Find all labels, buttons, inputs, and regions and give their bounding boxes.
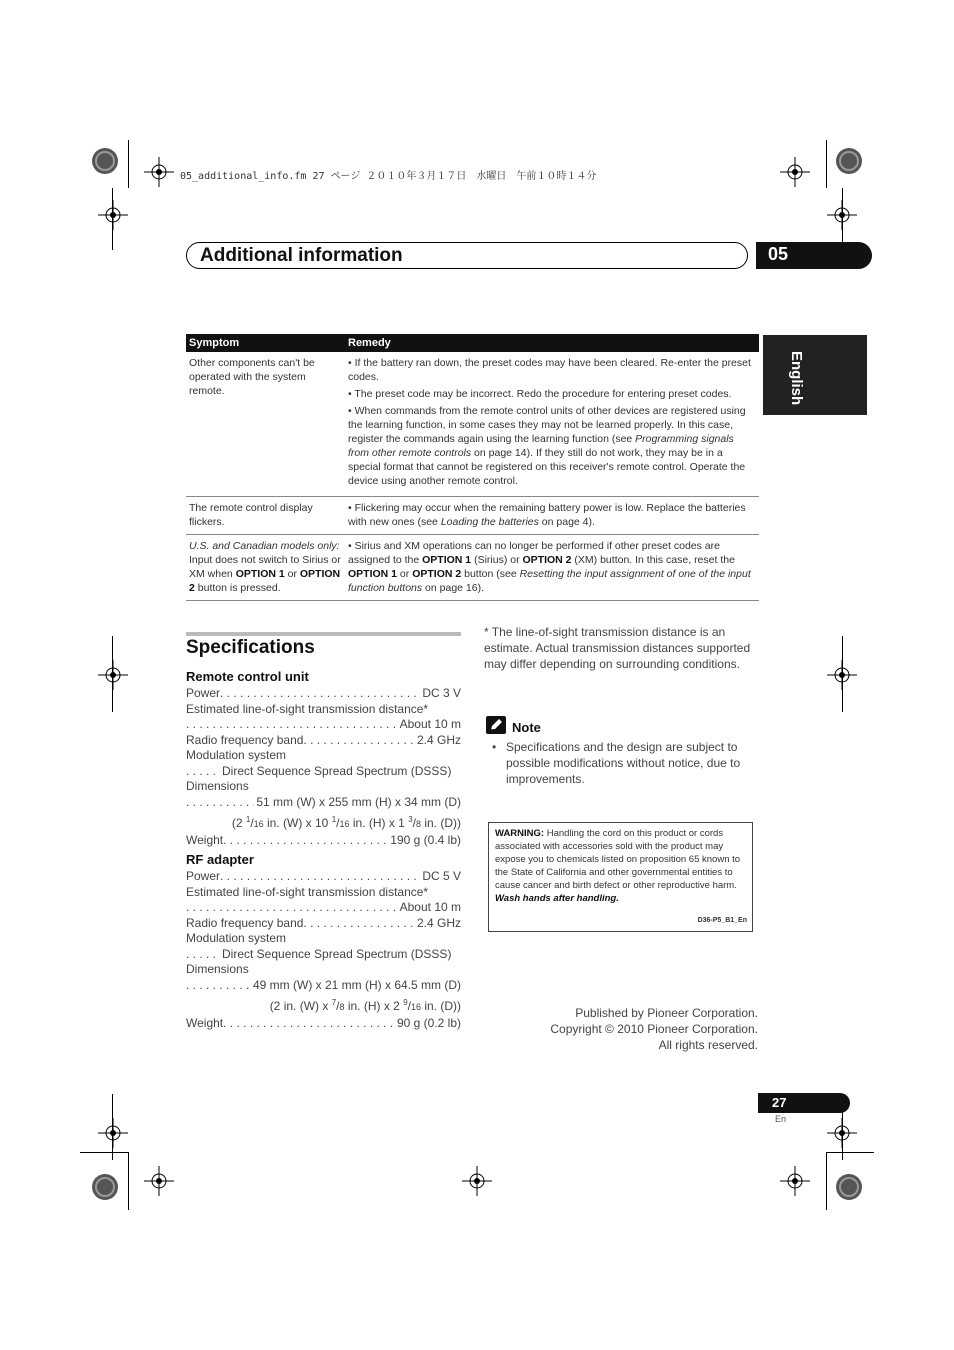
spec-row-dim-inch: (2 $^1$/16 in. (W) x 10 $^1$/16 in. (H) x 1 $^3$/8 in. (D)) bbox=[231, 815, 461, 830]
note-body: • Specifications and the design are subject to possible modifications without notice, due to improvements. bbox=[492, 739, 758, 787]
subsection-title-adapter: RF adapter bbox=[186, 852, 254, 867]
spec-label-los: Estimated line-of-sight transmission distance* bbox=[186, 701, 429, 716]
symptom-cell: The remote control display flickers. bbox=[186, 497, 345, 535]
symptom-cell: Other components can't be operated with the system remote. bbox=[186, 352, 345, 497]
spec-row-los: . . . About 10 m bbox=[186, 900, 461, 916]
language-tab bbox=[763, 335, 867, 415]
remedy-cell: • Sirius and XM operations can no longer be performed if other preset codes are assigned to the OPTION 1 (Sirius) or OPTION 2 (XM) button. In this case, reset the OPTION 1 or OPTION 2 button (see Resetting the input assignment of one of the input function buttons on page 16). bbox=[345, 535, 759, 601]
column-header-symptom: Symptom bbox=[186, 334, 345, 352]
troubleshooting-table bbox=[186, 334, 759, 601]
footnote: * The line-of-sight transmission distance is an estimate. Actual transmission distances supported may differ depending on surrounding conditions. bbox=[484, 625, 751, 671]
crop-line bbox=[112, 636, 113, 712]
subsection-title-remote: Remote control unit bbox=[186, 669, 309, 684]
remedy-item: • If the battery ran down, the preset codes may have been cleared. Re-enter the preset codes. bbox=[348, 357, 751, 383]
crosshair-mark bbox=[462, 1166, 492, 1196]
table-row bbox=[186, 535, 759, 601]
spec-label-mod: Modulation system bbox=[186, 931, 287, 945]
chapter-number: 05 bbox=[756, 242, 872, 269]
language-label: English bbox=[788, 351, 805, 406]
spec-row-power: Power . . . DC 5 V bbox=[186, 869, 461, 885]
remedy-cell: • Flickering may occur when the remaining battery power is low. Replace the batteries with new ones (see Loading the batteries on page 4). bbox=[345, 497, 759, 535]
spec-list-remote bbox=[186, 686, 461, 848]
remedy-item: • When commands from the remote control units of other devices are registered using the learning function, in some cases they may not be learned properly. In this case, register the commands again using the learning function (see Programming signals from other remote controls on page 14). If they still do not work, they may be in a special format that cannot be registered on this receiver's remote control. Operate the device using another remote control. bbox=[348, 405, 746, 487]
spec-row-los: . . . About 10 m bbox=[186, 717, 461, 733]
spec-label-los: Estimated line-of-sight transmission distance* bbox=[186, 884, 429, 899]
spec-list-adapter bbox=[186, 869, 461, 1031]
publisher-info bbox=[500, 1005, 758, 1053]
spec-row-dim: . . . 51 mm (W) x 255 mm (H) x 34 mm (D) bbox=[186, 795, 461, 811]
rights-line: All rights reserved. bbox=[658, 1038, 758, 1052]
crop-line bbox=[128, 140, 129, 188]
column-header-remedy: Remedy bbox=[345, 334, 759, 352]
cross-reference: Loading the batteries bbox=[440, 516, 539, 528]
crop-line bbox=[112, 188, 113, 250]
spec-row-mod: . . . Direct Sequence Spread Spectrum (DSSS) bbox=[186, 764, 461, 780]
page-number: 27 bbox=[758, 1093, 850, 1113]
crosshair-mark bbox=[780, 157, 810, 187]
crop-line bbox=[826, 1152, 874, 1153]
crosshair-mark bbox=[780, 1166, 810, 1196]
spec-row-mod: . . . Direct Sequence Spread Spectrum (DSSS) bbox=[186, 947, 461, 963]
page-language: En bbox=[775, 1114, 787, 1124]
crop-line bbox=[842, 636, 843, 712]
warning-box bbox=[488, 822, 753, 932]
symptom-cell: U.S. and Canadian models only: Input does not switch to Sirius or XM when OPTION 1 or OPTION 2 button is pressed. bbox=[186, 535, 345, 601]
warning-label: WARNING: bbox=[495, 828, 545, 839]
crop-line bbox=[842, 188, 843, 250]
spec-label-dim: Dimensions bbox=[186, 779, 249, 793]
spec-row-dim-inch: (2 in. (W) x $^7$/8 in. (H) x 2 $^9$/16 in. (D)) bbox=[269, 998, 461, 1013]
crop-line bbox=[826, 1152, 827, 1210]
crop-line bbox=[112, 1094, 113, 1160]
warning-emphasis: Wash hands after handling. bbox=[495, 893, 619, 904]
table-row bbox=[186, 352, 759, 497]
warning-text: Handling the cord on this product or cords associated with accessories sold with the product may expose you to chemicals listed on proposition 65 known to the State of California and other governmental entities to cause cancer and birth defect or other reproductive harm. bbox=[495, 828, 741, 891]
crop-line bbox=[80, 1152, 128, 1153]
registration-mark-top-right bbox=[834, 146, 864, 176]
copyright-line: Copyright © 2010 Pioneer Corporation. bbox=[550, 1022, 758, 1036]
section-rule bbox=[186, 632, 461, 636]
spec-label-mod: Modulation system bbox=[186, 748, 287, 762]
cross-reference: Programming signals from other remote controls bbox=[348, 433, 734, 459]
spec-row-rf: Radio frequency band . . . 2.4 GHz bbox=[186, 733, 461, 749]
crosshair-mark bbox=[144, 1166, 174, 1196]
note-text: Specifications and the design are subject to possible modifications without notice, due to improvements. bbox=[506, 740, 741, 786]
table-row bbox=[186, 497, 759, 535]
spec-row-rf: Radio frequency band . . . 2.4 GHz bbox=[186, 916, 461, 932]
spec-row-weight: Weight . . . 90 g (0.2 lb) bbox=[186, 1016, 461, 1032]
note-title: Note bbox=[512, 720, 541, 735]
registration-mark-bottom-left bbox=[90, 1172, 120, 1202]
remedy-cell bbox=[345, 352, 759, 497]
crop-line bbox=[128, 1152, 129, 1210]
spec-row-dim: . . . 49 mm (W) x 21 mm (H) x 64.5 mm (D) bbox=[186, 978, 461, 994]
remedy-item: • The preset code may be incorrect. Redo the procedure for entering preset codes. bbox=[348, 388, 732, 400]
spec-row-weight: Weight . . . 190 g (0.4 lb) bbox=[186, 833, 461, 849]
note-pencil-icon bbox=[486, 716, 506, 734]
spec-label-dim: Dimensions bbox=[186, 962, 249, 976]
registration-mark-top-left bbox=[90, 146, 120, 176]
crosshair-mark bbox=[98, 200, 128, 230]
crosshair-mark bbox=[98, 660, 128, 690]
crosshair-mark bbox=[144, 157, 174, 187]
section-title-specifications: Specifications bbox=[186, 637, 315, 658]
crop-line bbox=[826, 140, 827, 188]
registration-mark-bottom-right bbox=[834, 1172, 864, 1202]
chapter-title: Additional information bbox=[200, 245, 403, 266]
cross-reference: Resetting the input assignment of one of the input function buttons bbox=[348, 568, 751, 594]
file-info-line: 05_additional_info.fm 27 ページ ２０１０年３月１７日 水曜日 午前１０時１４分 bbox=[180, 171, 597, 182]
publisher-line: Published by Pioneer Corporation. bbox=[575, 1006, 758, 1020]
warning-code: D36-P5_B1_En bbox=[697, 917, 747, 924]
spec-row-power: Power . . . DC 3 V bbox=[186, 686, 461, 702]
crosshair-mark bbox=[98, 1118, 128, 1148]
